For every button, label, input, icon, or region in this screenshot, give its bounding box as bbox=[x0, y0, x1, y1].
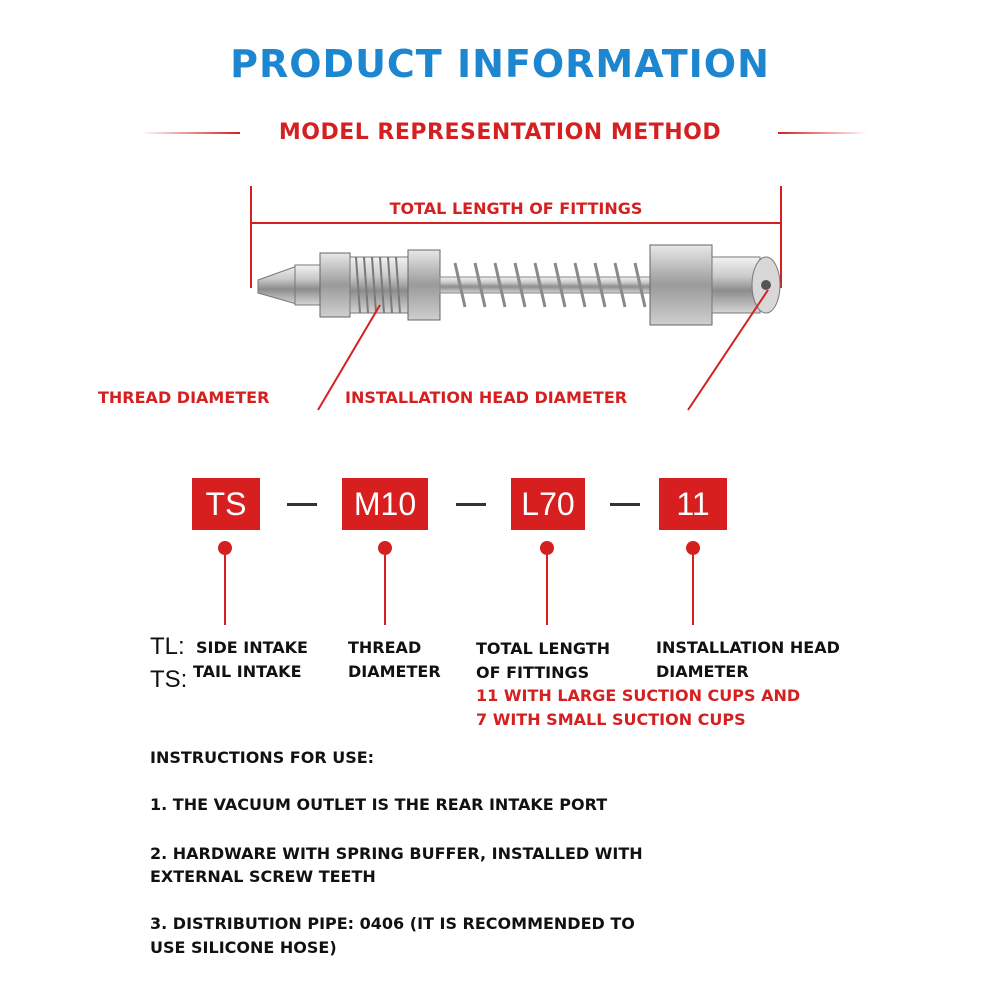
connector-line bbox=[224, 555, 226, 625]
head-legend-line2: DIAMETER bbox=[656, 662, 749, 681]
connector-dot bbox=[378, 541, 392, 555]
code-box-length: L70 bbox=[511, 478, 585, 530]
subtitle-rule-right bbox=[778, 132, 868, 134]
cup-note-line1: 11 WITH LARGE SUCTION CUPS AND bbox=[476, 686, 801, 705]
ts-text: TAIL INTAKE bbox=[193, 662, 302, 681]
code-separator bbox=[610, 503, 640, 506]
code-separator bbox=[456, 503, 486, 506]
code-box-type: TS bbox=[192, 478, 260, 530]
instruction-item-2-line2: EXTERNAL SCREW TEETH bbox=[150, 867, 376, 886]
total-length-label: TOTAL LENGTH OF FITTINGS bbox=[389, 199, 643, 218]
instruction-item-1: 1. THE VACUUM OUTLET IS THE REAR INTAKE PORT bbox=[150, 795, 608, 814]
thread-diameter-label: THREAD DIAMETER bbox=[98, 388, 270, 407]
thread-legend-line2: DIAMETER bbox=[348, 662, 441, 681]
instruction-item-3-line1: 3. DISTRIBUTION PIPE: 0406 (IT IS RECOMMENDED TO bbox=[150, 914, 635, 933]
instruction-item-3-line2: USE SILICONE HOSE) bbox=[150, 938, 337, 957]
tl-text: SIDE INTAKE bbox=[196, 638, 308, 657]
section-subtitle: MODEL REPRESENTATION METHOD bbox=[278, 120, 722, 145]
connector-line bbox=[692, 555, 694, 625]
connector-dot bbox=[686, 541, 700, 555]
length-legend-line1: TOTAL LENGTH bbox=[476, 639, 611, 658]
connector-dot bbox=[540, 541, 554, 555]
tl-prefix: TL: bbox=[150, 633, 185, 660]
head-legend-line1: INSTALLATION HEAD bbox=[656, 638, 840, 657]
code-box-thread: M10 bbox=[342, 478, 428, 530]
thread-legend-line1: THREAD bbox=[348, 638, 422, 657]
connector-line bbox=[546, 555, 548, 625]
instruction-item-2-line1: 2. HARDWARE WITH SPRING BUFFER, INSTALLED WITH bbox=[150, 844, 643, 863]
code-box-head: 11 bbox=[659, 478, 727, 530]
instructions-heading: INSTRUCTIONS FOR USE: bbox=[150, 748, 375, 767]
ts-prefix: TS: bbox=[150, 666, 188, 693]
cup-note-line2: 7 WITH SMALL SUCTION CUPS bbox=[476, 710, 746, 729]
connector-dot bbox=[218, 541, 232, 555]
code-separator bbox=[287, 503, 317, 506]
length-legend-line2: OF FITTINGS bbox=[476, 663, 590, 682]
dimension-line bbox=[250, 222, 782, 224]
page-title: PRODUCT INFORMATION bbox=[230, 42, 770, 86]
installation-head-label: INSTALLATION HEAD DIAMETER bbox=[345, 388, 628, 407]
connector-line bbox=[384, 555, 386, 625]
